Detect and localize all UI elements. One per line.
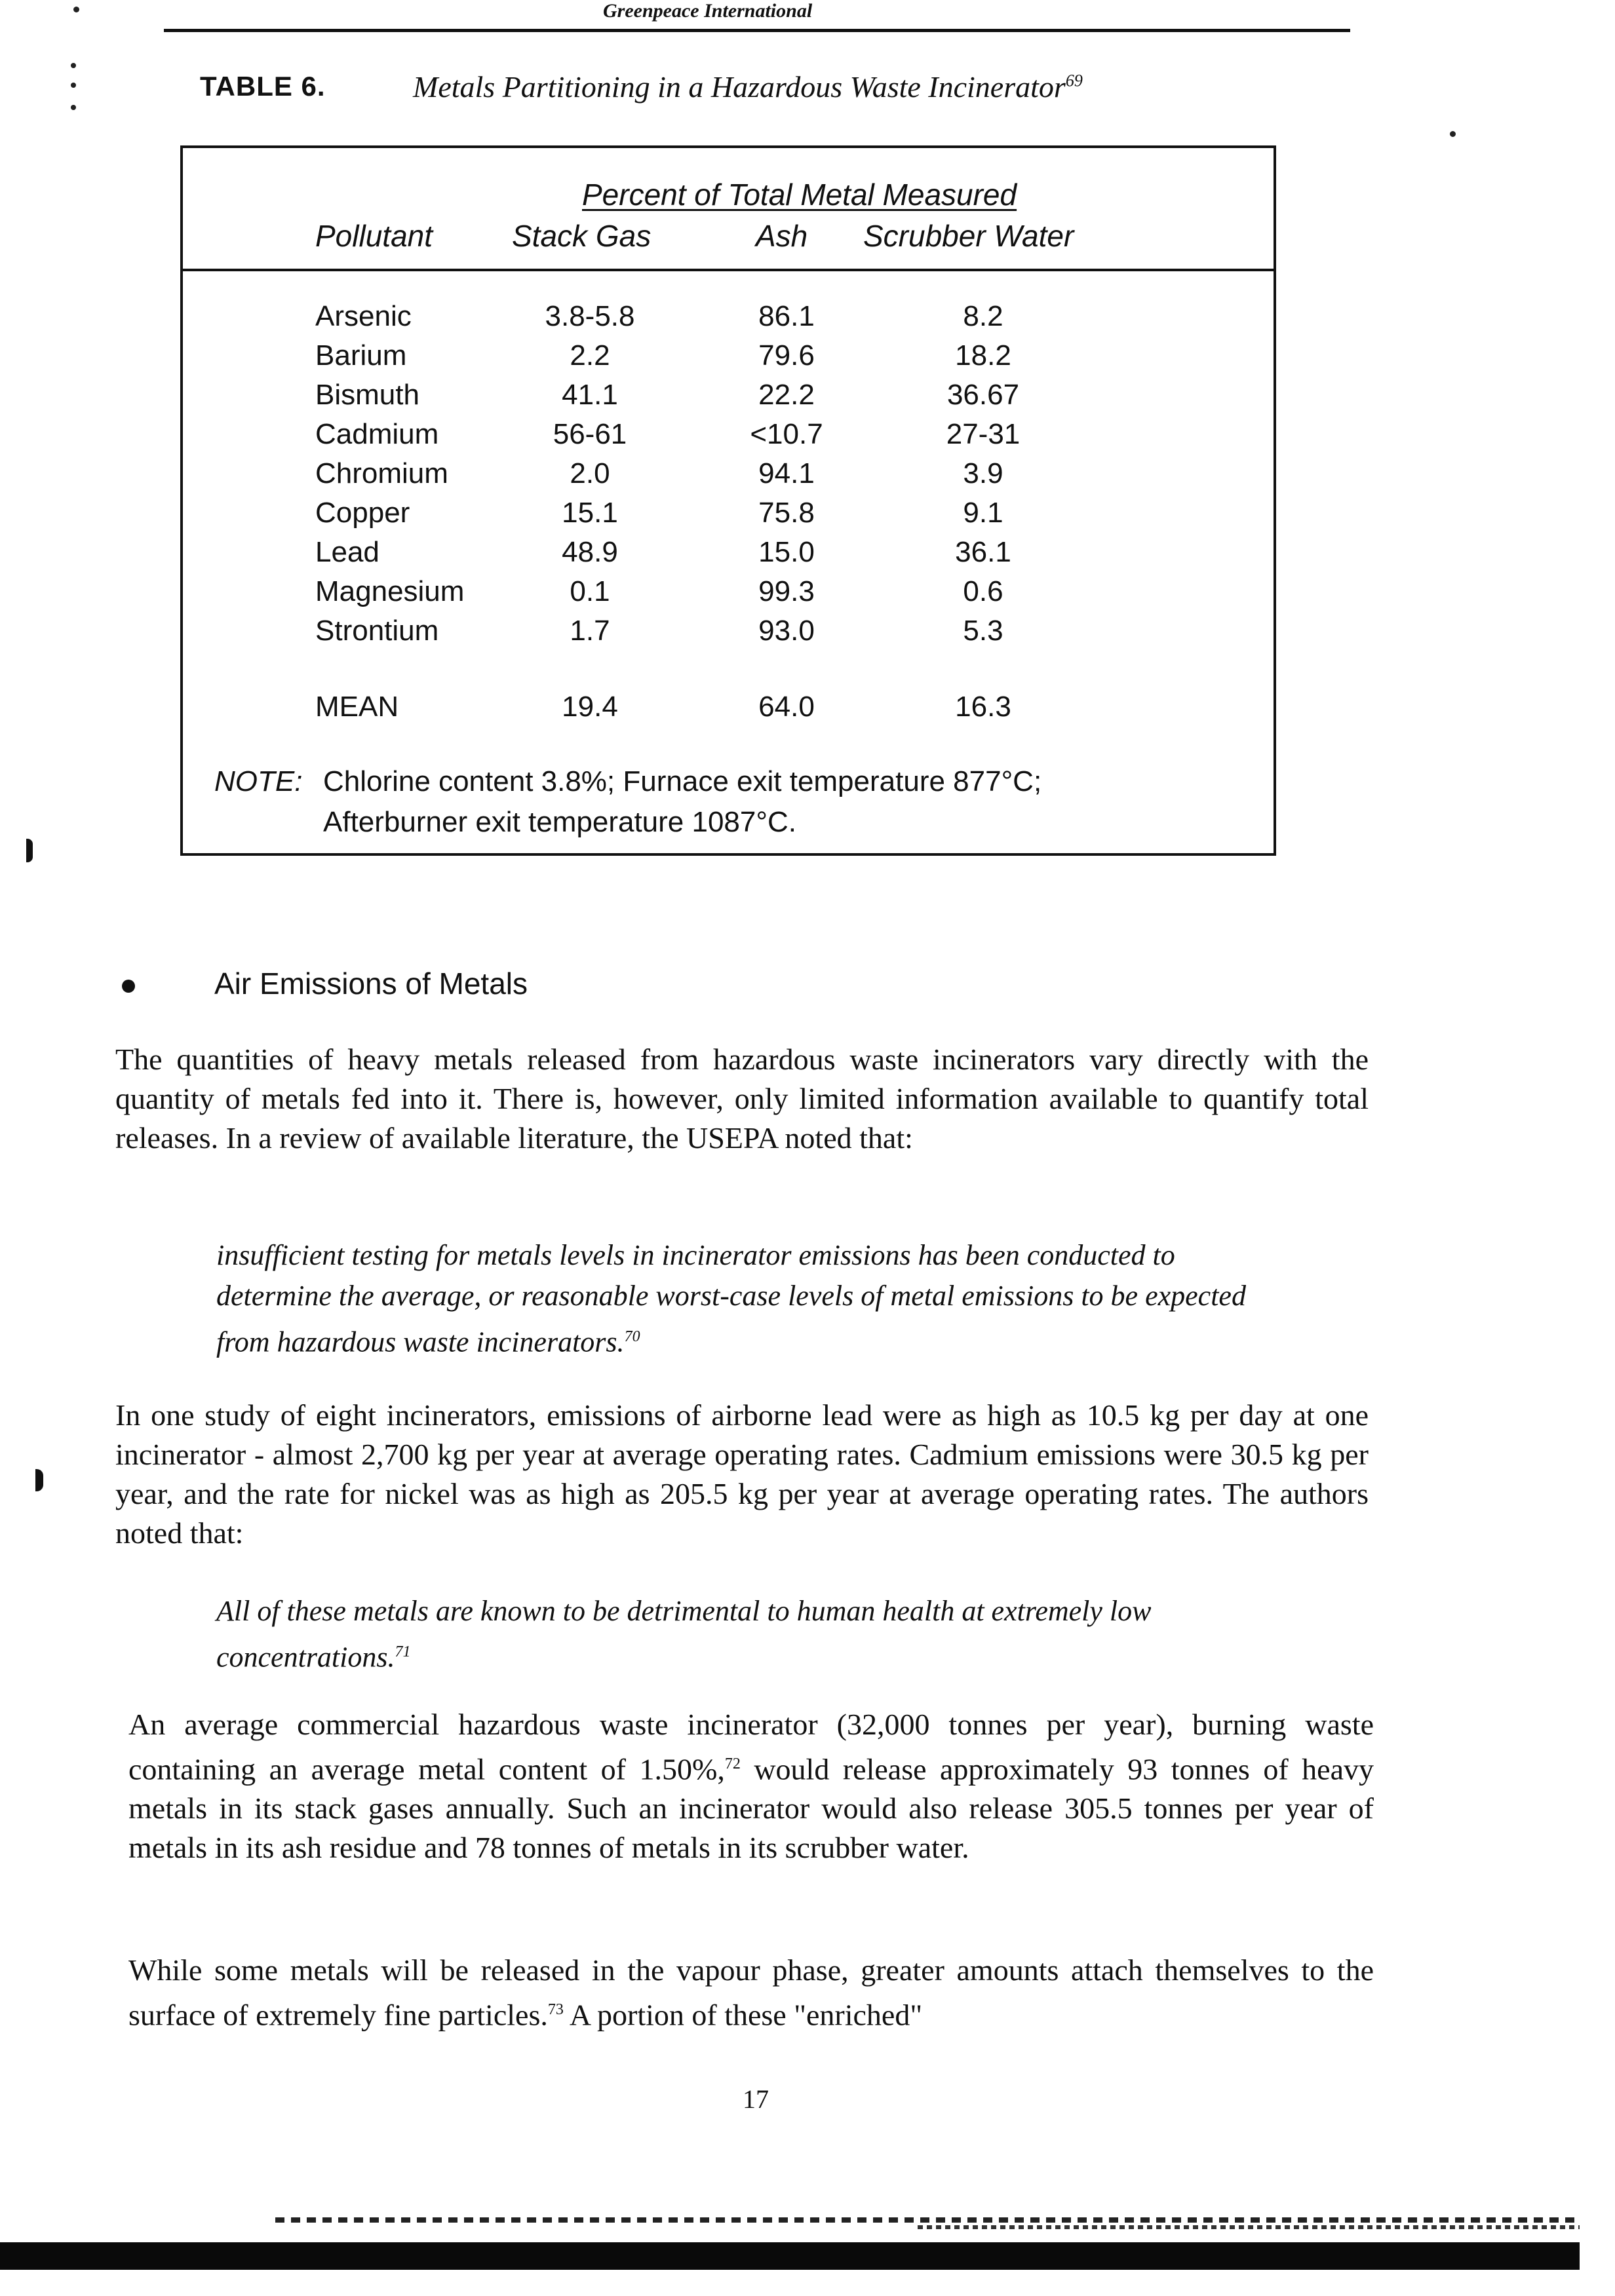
table-row	[0, 536, 1615, 575]
paragraph	[128, 1951, 1374, 2035]
header-organization: Greenpeace International	[603, 0, 813, 22]
margin-mark	[35, 1469, 43, 1491]
scan-speck	[71, 63, 76, 68]
cell-stack-gas: 48.9	[562, 536, 618, 568]
bullet-icon	[122, 980, 135, 993]
table-note-line: Afterburner exit temperature 1087°C.	[323, 806, 796, 838]
cell-ash: 99.3	[758, 575, 815, 607]
cell-mean-label: MEAN	[315, 691, 399, 723]
scan-edge-bar	[0, 2242, 1580, 2270]
header-rule	[164, 29, 1350, 32]
cell-pollutant: Magnesium	[315, 575, 465, 607]
cell-pollutant: Arsenic	[315, 300, 412, 332]
table-header-rule	[180, 269, 1276, 271]
table-row	[0, 418, 1615, 457]
scan-speck	[1450, 131, 1456, 137]
scan-speck	[71, 83, 76, 88]
table-title	[413, 69, 1083, 104]
cell-pollutant: Strontium	[315, 615, 439, 647]
scan-speck	[71, 105, 76, 110]
paragraph-text: would release approximately 93 tonnes of heavy metals in its stack gases annually. Such an incinerator would also release 305.5 tonnes per year of metals in its ash residue and 78 tonnes of metals in its scrubber water.	[128, 1752, 1374, 1865]
cell-pollutant: Lead	[315, 536, 379, 568]
footnote-ref: 72	[724, 1755, 741, 1772]
table-note-label: NOTE:	[214, 765, 303, 797]
paragraph-text: An average commercial hazardous waste incinerator (32,000 tonnes per year), burning waste containing an average metal content of 1.50%,	[128, 1708, 1374, 1786]
scan-artifact-line	[275, 2217, 1580, 2223]
cell-pollutant: Copper	[315, 497, 410, 529]
block-quote	[216, 1235, 1278, 1363]
table-row	[0, 339, 1615, 379]
table-title-text: Metals Partitioning in a Hazardous Waste Incinerator	[413, 70, 1066, 104]
table-title-ref: 69	[1065, 71, 1083, 90]
page-number: 17	[743, 2084, 769, 2114]
cell-ash: 22.2	[758, 379, 815, 411]
table-row	[0, 379, 1615, 418]
table-row	[0, 300, 1615, 339]
block-quote	[216, 1591, 1278, 1678]
table-row	[0, 575, 1615, 615]
cell-pollutant: Barium	[315, 339, 407, 372]
cell-ash: 75.8	[758, 497, 815, 529]
cell-stack-gas: 1.7	[570, 615, 610, 647]
table-row	[0, 457, 1615, 497]
column-header-scrubber-water: Scrubber Water	[863, 219, 1074, 253]
cell-pollutant: Chromium	[315, 457, 448, 489]
paragraph: The quantities of heavy metals released from hazardous waste incinerators vary directly with the quantity of metals fed into it. There is, however, only limited information available to quantify total releases. In a review of available literature, the USEPA noted that:	[115, 1043, 1369, 1155]
cell-scrubber-water: 36.1	[955, 536, 1011, 568]
cell-pollutant: Cadmium	[315, 418, 439, 450]
group-header: Percent of Total Metal Measured	[582, 178, 1017, 212]
section-heading: Air Emissions of Metals	[214, 966, 528, 1001]
paragraph	[128, 1705, 1374, 1867]
quote-text: insufficient testing for metals levels in incinerator emissions has been conducted to determine the average, or reasonable worst-case levels of metal emissions to be expected from hazardous waste incinerators.	[216, 1239, 1246, 1358]
table-note-line: Chlorine content 3.8%; Furnace exit temperature 877°C;	[323, 765, 1042, 797]
column-header-pollutant: Pollutant	[315, 219, 433, 253]
cell-scrubber-water: 0.6	[963, 575, 1003, 607]
cell-ash: <10.7	[750, 418, 823, 450]
cell-ash: 93.0	[758, 615, 815, 647]
cell-stack-gas: 2.2	[570, 339, 610, 372]
footnote-ref: 70	[624, 1328, 640, 1345]
cell-ash: 79.6	[758, 339, 815, 372]
cell-scrubber-water: 36.67	[946, 379, 1020, 411]
cell-mean-scrubber-water: 16.3	[955, 691, 1011, 723]
cell-scrubber-water: 9.1	[963, 497, 1003, 529]
cell-scrubber-water: 27-31	[946, 418, 1021, 450]
cell-ash: 15.0	[758, 536, 815, 568]
cell-mean-stack-gas: 19.4	[562, 691, 618, 723]
cell-stack-gas: 3.8-5.8	[545, 300, 635, 332]
column-header-ash: Ash	[756, 219, 808, 253]
cell-scrubber-water: 5.3	[963, 615, 1003, 647]
quote-text: All of these metals are known to be detrimental to human health at extremely low concentrations.	[216, 1595, 1152, 1674]
scan-speck	[73, 7, 79, 12]
table-row	[0, 497, 1615, 536]
column-header-stack-gas: Stack Gas	[512, 219, 652, 253]
table-label: TABLE 6.	[200, 71, 326, 102]
cell-mean-ash: 64.0	[758, 691, 815, 723]
margin-mark	[26, 839, 33, 862]
cell-scrubber-water: 18.2	[955, 339, 1011, 372]
paragraph-text: While some metals will be released in the vapour phase, greater amounts attach themselves to the surface of extremely fine particles.	[128, 1953, 1374, 2032]
table-body	[0, 300, 1615, 654]
cell-ash: 86.1	[758, 300, 815, 332]
cell-pollutant: Bismuth	[315, 379, 419, 411]
scan-artifact-line	[918, 2225, 1580, 2229]
footnote-ref: 73	[547, 2001, 564, 2018]
cell-stack-gas: 15.1	[562, 497, 618, 529]
table-row	[0, 615, 1615, 654]
paragraph-text: A portion of these "enriched"	[563, 1998, 923, 2032]
paragraph: In one study of eight incinerators, emissions of airborne lead were as high as 10.5 kg per day at one incinerator - almost 2,700 kg per year at average operating rates. Cadmium emissions were 30.5 kg per year, and the rate for nickel was as high as 205.5 kg per year at average operating rates. The authors noted that:	[115, 1398, 1369, 1550]
cell-stack-gas: 41.1	[562, 379, 618, 411]
cell-scrubber-water: 8.2	[963, 300, 1003, 332]
cell-stack-gas: 56-61	[553, 418, 627, 450]
cell-stack-gas: 2.0	[570, 457, 610, 489]
cell-ash: 94.1	[758, 457, 815, 489]
cell-scrubber-water: 3.9	[963, 457, 1003, 489]
cell-stack-gas: 0.1	[570, 575, 610, 607]
footnote-ref: 71	[395, 1643, 411, 1660]
table-mean-row	[0, 691, 1615, 730]
